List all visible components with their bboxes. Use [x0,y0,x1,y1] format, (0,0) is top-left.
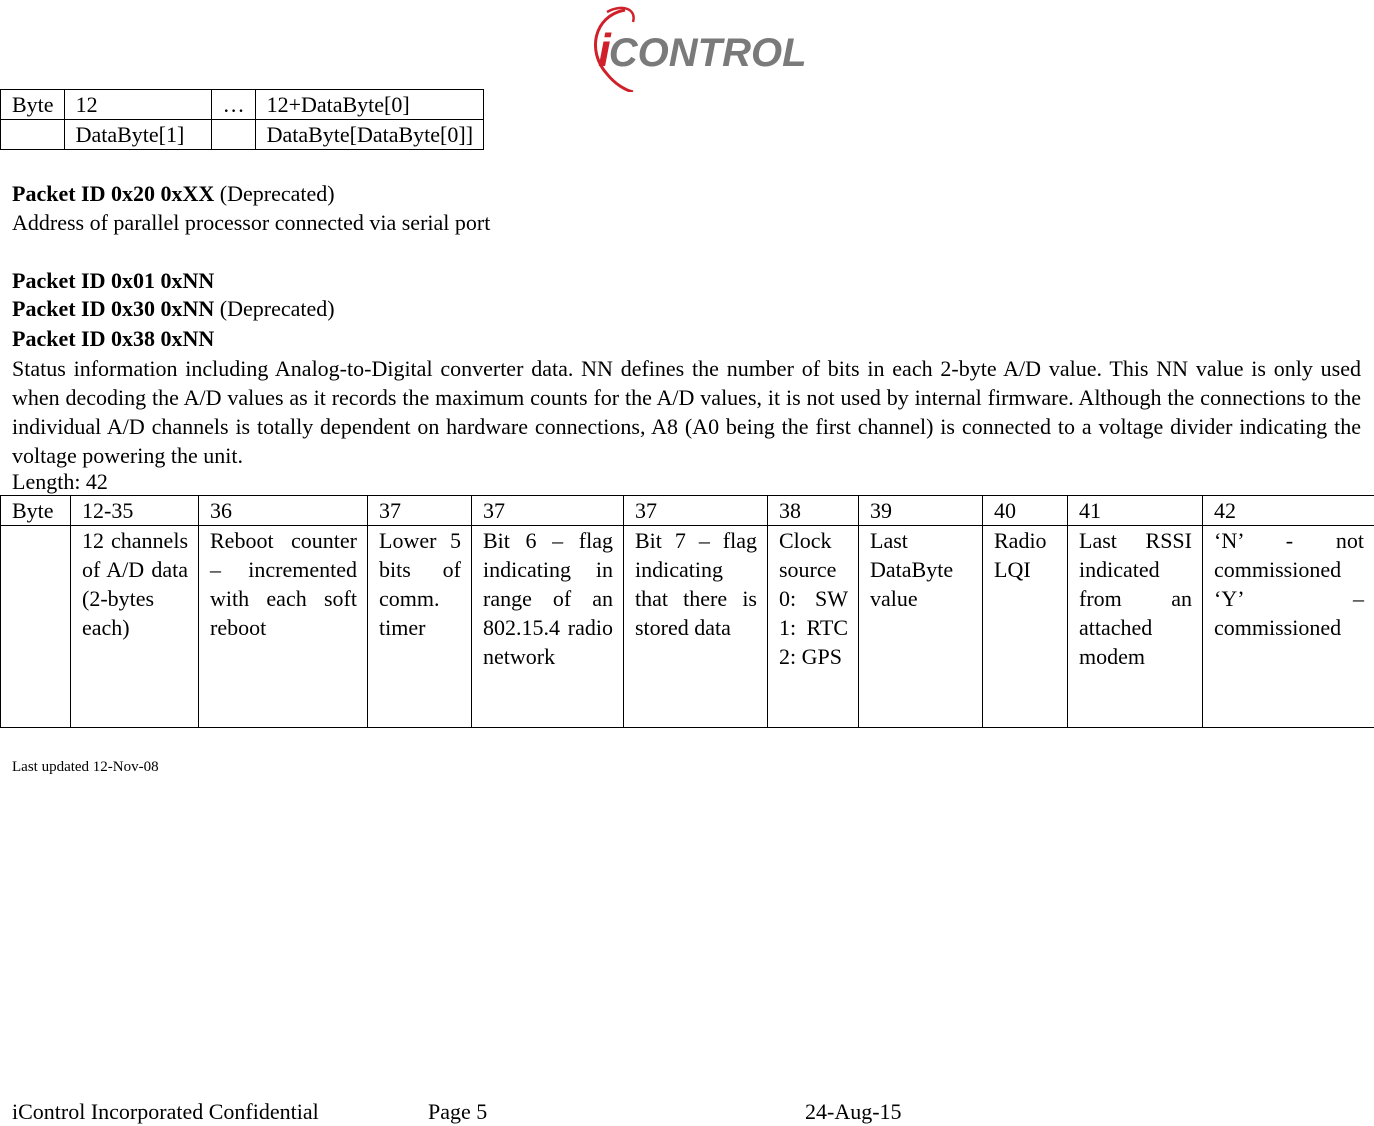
table-cell: DataByte[1] [64,120,211,150]
packet-38-length: Length: 42 [12,467,1362,496]
table-cell [1,526,71,728]
logo-i-letter: i [598,24,611,76]
packet-38-description: Status information including Analog-to-Digital converter data. NN defines the number of bits in each 2-byte A/D value. This NN value is only used when decoding the A/D values as it records the maximum counts for the A/D values, it is not used by internal firmware. Although the connections to the individual A/D channels is totally dependent on hardware connections, A8 (A0 being the first channel) is connected to a voltage divider indicating the voltage powering the unit. [12,354,1361,470]
status-table [0,495,1374,728]
table-row [1,120,484,150]
table-header-cell: 40 [983,496,1068,526]
footer-page-number: Page 5 [428,1097,487,1126]
table-cell: Last DataByte value [859,526,983,728]
packet-20-description: Address of parallel processor connected via serial port [12,208,1362,237]
table-cell: 12 [64,90,211,120]
packet-20-note: (Deprecated) [214,181,334,206]
table-header-cell: Byte [1,496,71,526]
table-cell: Bit 6 – flag indicating in range of an 802.15.4 radio network [472,526,624,728]
packet-30-heading [12,294,1362,323]
byte-table [0,89,484,150]
table-header-cell: 37 [368,496,472,526]
table-cell: ‘N’ - not commissioned ‘Y’ – commissioned [1203,526,1374,728]
table-cell: Bit 7 – flag indicating that there is stored data [624,526,768,728]
packet-30-title: Packet ID 0x30 0xNN [12,296,214,321]
table-cell: Last RSSI indicated from an attached modem [1068,526,1203,728]
table-cell [1,120,65,150]
packet-01-title: Packet ID 0x01 0xNN [12,266,1362,295]
packet-38-title: Packet ID 0x38 0xNN [12,324,1362,353]
table-header-cell: 38 [768,496,859,526]
table-cell: … [211,90,255,120]
table-row [1,90,484,120]
packet-20-heading [12,179,1362,208]
packet-20-title: Packet ID 0x20 0xXX [12,181,214,206]
table-header-cell: 37 [624,496,768,526]
table-cell [211,120,255,150]
table-header-cell: 12-35 [71,496,199,526]
footer-date: 24-Aug-15 [805,1097,902,1126]
table-header-cell: 42 [1203,496,1374,526]
table-cell: Lower 5 bits of comm. timer [368,526,472,728]
last-updated-note: Last updated 12-Nov-08 [12,757,159,777]
table-cell: 12+DataByte[0] [255,90,483,120]
table-header-cell: 39 [859,496,983,526]
table-cell: DataByte[DataByte[0]] [255,120,483,150]
logo-wordmark: iCONTROL [598,28,807,75]
table-cell: Byte [1,90,65,120]
table-header-cell: 37 [472,496,624,526]
table-cell: Reboot counter – incremented with each soft reboot [199,526,368,728]
table-cell: 12 channels of A/D data (2-bytes each) [71,526,199,728]
table-row [1,526,1374,728]
table-header-cell: 41 [1068,496,1203,526]
table-cell: Clock source 0: SW 1: RTC 2: GPS [768,526,859,728]
table-header-cell: 36 [199,496,368,526]
table-header-row [1,496,1374,526]
packet-30-note: (Deprecated) [214,296,334,321]
table-cell: Radio LQI [983,526,1068,728]
footer-confidential: iControl Incorporated Confidential [12,1097,319,1126]
